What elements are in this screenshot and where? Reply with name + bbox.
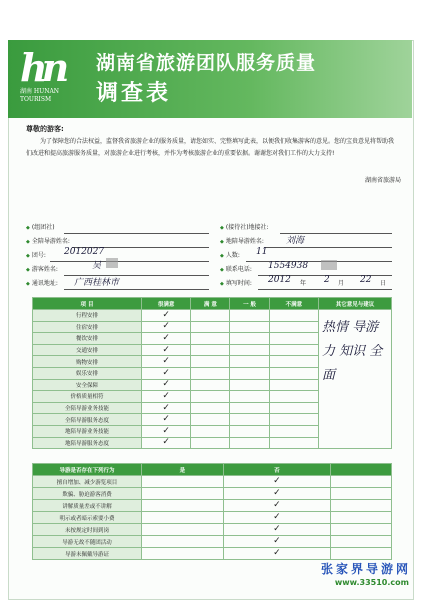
day-unit: 日 <box>380 280 387 287</box>
check-mark: ✓ <box>273 488 281 498</box>
row-item: 全陪导游业务技能 <box>33 402 142 414</box>
yes-cell[interactable] <box>142 548 224 560</box>
very-satisfied-cell[interactable] <box>142 321 191 333</box>
blank-cell <box>331 488 392 500</box>
blank-cell <box>331 548 392 560</box>
phone-label: ◆ 联系电话: <box>220 264 252 273</box>
row-item: 娱乐安排 <box>33 367 142 379</box>
average-cell[interactable] <box>230 414 269 426</box>
guide-behavior-table <box>32 463 392 560</box>
unsatisfied-cell[interactable] <box>269 379 318 391</box>
local-guide-field[interactable] <box>264 236 392 248</box>
col-no: 否 <box>223 464 330 476</box>
yes-cell[interactable] <box>142 536 224 548</box>
very-satisfied-cell[interactable] <box>142 437 191 449</box>
row-item: 地陪导游服务态度 <box>33 437 142 449</box>
group-no-label: ◆ 团号: <box>26 250 46 259</box>
col-item: 项 目 <box>33 298 142 310</box>
row-item: 讲解质量差或不讲解 <box>33 500 142 512</box>
very-satisfied-cell[interactable] <box>142 310 191 322</box>
satisfied-cell[interactable] <box>191 437 230 449</box>
redaction-mark <box>321 260 337 270</box>
info-row <box>24 275 396 292</box>
satisfied-cell[interactable] <box>191 402 230 414</box>
satisfied-cell[interactable] <box>191 310 230 322</box>
average-cell[interactable] <box>230 333 269 345</box>
row-item: 餐饮安排 <box>33 333 142 345</box>
watermark-url: www.33510.com <box>334 578 409 587</box>
letter-signoff: 湖南省旅游局 <box>364 177 401 184</box>
people-label: ◆ 人数: <box>220 250 240 259</box>
satisfied-cell[interactable] <box>191 333 230 345</box>
no-cell[interactable] <box>223 536 330 548</box>
very-satisfied-cell[interactable] <box>142 402 191 414</box>
very-satisfied-cell[interactable] <box>142 391 191 403</box>
check-mark: ✓ <box>273 536 281 546</box>
unsatisfied-cell[interactable] <box>269 333 318 345</box>
satisfied-cell[interactable] <box>191 391 230 403</box>
very-satisfied-cell[interactable] <box>142 425 191 437</box>
very-satisfied-cell[interactable] <box>142 344 191 356</box>
unsatisfied-cell[interactable] <box>269 414 318 426</box>
very-satisfied-cell[interactable] <box>142 414 191 426</box>
local-guide-label: ◆ 地陪导游姓名: <box>220 236 264 245</box>
satisfied-cell[interactable] <box>191 356 230 368</box>
row-item: 交通安排 <box>33 344 142 356</box>
col-comments: 其它意见与建议 <box>319 298 392 310</box>
no-cell[interactable] <box>223 500 330 512</box>
check-mark: ✓ <box>162 309 170 320</box>
row-item: 擅自增加、减少游览项目 <box>33 476 142 488</box>
blank-cell <box>331 524 392 536</box>
row-item: 地陪导游业务技能 <box>33 425 142 437</box>
no-cell[interactable] <box>223 548 330 560</box>
col-yes: 是 <box>142 464 224 476</box>
no-cell[interactable] <box>223 512 330 524</box>
rating-header-row <box>33 298 392 310</box>
check-mark: ✓ <box>273 500 281 510</box>
table-row <box>33 512 392 524</box>
average-cell[interactable] <box>230 310 269 322</box>
local-agency-label: ◆ (接待社)地接社: <box>220 222 269 231</box>
table-row <box>33 536 392 548</box>
check-mark: ✓ <box>162 367 170 378</box>
row-item: 安全保障 <box>33 379 142 391</box>
check-mark: ✓ <box>162 402 170 413</box>
group-agency-label: ◆ (组团社) <box>26 222 55 231</box>
yes-cell[interactable] <box>142 500 224 512</box>
col-average: 一 般 <box>230 298 269 310</box>
row-item: 价格质量相符 <box>33 391 142 403</box>
row-item: 导游无故不随团活动 <box>33 536 142 548</box>
year-unit: 年 <box>300 280 307 287</box>
tour-info-fields <box>24 222 396 292</box>
yes-cell[interactable] <box>142 488 224 500</box>
satisfied-cell[interactable] <box>191 379 230 391</box>
blank-cell <box>331 536 392 548</box>
satisfied-cell[interactable] <box>191 367 230 379</box>
rep-name-value: 吴 <box>92 261 102 271</box>
very-satisfied-cell[interactable] <box>142 356 191 368</box>
check-mark: ✓ <box>162 425 170 436</box>
satisfied-cell[interactable] <box>191 425 230 437</box>
average-cell[interactable] <box>230 437 269 449</box>
unsatisfied-cell[interactable] <box>269 391 318 403</box>
no-cell[interactable] <box>223 476 330 488</box>
check-mark: ✓ <box>162 321 170 332</box>
check-mark: ✓ <box>273 524 281 534</box>
no-cell[interactable] <box>223 488 330 500</box>
col-very-satisfied: 很满意 <box>142 298 191 310</box>
row-item: 未按规定时间到岗 <box>33 524 142 536</box>
table-row <box>33 548 392 560</box>
average-cell[interactable] <box>230 367 269 379</box>
yes-cell[interactable] <box>142 476 224 488</box>
tour-guide-label: ◆ 全陪导游姓名: <box>26 236 70 245</box>
check-mark: ✓ <box>162 379 170 390</box>
group-no-value: 2012027 <box>64 247 105 257</box>
row-item: 行程安排 <box>33 310 142 322</box>
fill-month-value: 2 <box>324 275 330 285</box>
check-mark: ✓ <box>273 548 281 558</box>
check-mark: ✓ <box>162 332 170 343</box>
unsatisfied-cell[interactable] <box>269 437 318 449</box>
tourism-logo <box>20 45 82 108</box>
form-title-line1: 湖南省旅游团队服务质量 <box>96 52 317 74</box>
average-cell[interactable] <box>230 402 269 414</box>
satisfied-cell[interactable] <box>191 344 230 356</box>
guide-header-row <box>33 464 392 476</box>
average-cell[interactable] <box>230 321 269 333</box>
check-mark: ✓ <box>273 512 281 522</box>
check-mark: ✓ <box>162 437 170 448</box>
group-agency-field[interactable] <box>64 222 209 234</box>
rep-name-label: ◆ 游客姓名: <box>26 264 58 273</box>
blank-cell <box>331 512 392 524</box>
letter-body: 为了保障您的合法权益，监督我省旅游企业的服务质量，请您如实、完整填写此表，以便我们收集游客的意见。您的宝贵意见将帮助我们改进和提高旅游服务质量，对旅游企业进行考核，并作为考核旅游企业的重要依据。谢谢您对我们工作的大力支持! <box>26 138 395 157</box>
watermark-site-name: 张家界导游网 <box>320 562 411 576</box>
unsatisfied-cell[interactable] <box>269 321 318 333</box>
unsatisfied-cell[interactable] <box>269 310 318 322</box>
unsatisfied-cell[interactable] <box>269 402 318 414</box>
blank-cell <box>331 500 392 512</box>
blank-cell <box>331 476 392 488</box>
info-row <box>24 247 396 264</box>
yes-cell[interactable] <box>142 512 224 524</box>
address-value: 广西桂林市 <box>74 278 120 288</box>
people-value: 11 <box>256 247 268 257</box>
letter-greeting: 尊敬的游客: <box>26 125 64 133</box>
satisfied-cell[interactable] <box>191 414 230 426</box>
logo-subtitle: 湖南 HUNAN TOURISM <box>20 88 60 103</box>
fill-day-value: 22 <box>360 275 372 285</box>
phone-value: 1554938 <box>268 261 309 271</box>
average-cell[interactable] <box>230 344 269 356</box>
unsatisfied-cell[interactable] <box>269 367 318 379</box>
table-row <box>33 476 392 488</box>
month-unit: 月 <box>338 280 345 287</box>
very-satisfied-cell[interactable] <box>142 333 191 345</box>
col-satisfied: 满 意 <box>191 298 230 310</box>
average-cell[interactable] <box>230 391 269 403</box>
yes-cell[interactable] <box>142 524 224 536</box>
logo-mark: hn <box>20 45 64 90</box>
no-cell[interactable] <box>223 524 330 536</box>
col-unsatisfied: 不满意 <box>269 298 318 310</box>
row-item: 全陪导游服务态度 <box>33 414 142 426</box>
handwritten-comment: 热情 导游 力 知识 全面 <box>322 320 383 383</box>
redaction-mark <box>106 258 118 268</box>
row-item: 住宿安排 <box>33 321 142 333</box>
satisfied-cell[interactable] <box>191 321 230 333</box>
row-item: 购物安排 <box>33 356 142 368</box>
col-blank <box>331 464 392 476</box>
very-satisfied-cell[interactable] <box>142 367 191 379</box>
unsatisfied-cell[interactable] <box>269 425 318 437</box>
unsatisfied-cell[interactable] <box>269 344 318 356</box>
fill-date-label: ◆ 填写时间: <box>220 278 252 287</box>
table-row <box>33 500 392 512</box>
average-cell[interactable] <box>230 379 269 391</box>
check-mark: ✓ <box>162 344 170 355</box>
local-guide-value: 刘海 <box>286 236 305 246</box>
fill-year-value: 2012 <box>268 275 291 285</box>
row-item: 明示或者暗示索要小费 <box>33 512 142 524</box>
row-item: 欺骗、胁迫游客消费 <box>33 488 142 500</box>
table-row <box>33 524 392 536</box>
col-behavior: 导游是否存在下列行为 <box>33 464 142 476</box>
table-row <box>33 488 392 500</box>
very-satisfied-cell[interactable] <box>142 379 191 391</box>
check-mark: ✓ <box>162 356 170 367</box>
average-cell[interactable] <box>230 425 269 437</box>
address-label: ◆ 通讯地址: <box>26 278 58 287</box>
check-mark: ✓ <box>162 414 170 425</box>
check-mark: ✓ <box>162 390 170 401</box>
form-title-line2: 调查表 <box>96 81 172 106</box>
check-mark: ✓ <box>273 476 281 486</box>
unsatisfied-cell[interactable] <box>269 356 318 368</box>
info-row <box>24 222 396 236</box>
row-item: 导游未佩戴导游证 <box>33 548 142 560</box>
average-cell[interactable] <box>230 356 269 368</box>
